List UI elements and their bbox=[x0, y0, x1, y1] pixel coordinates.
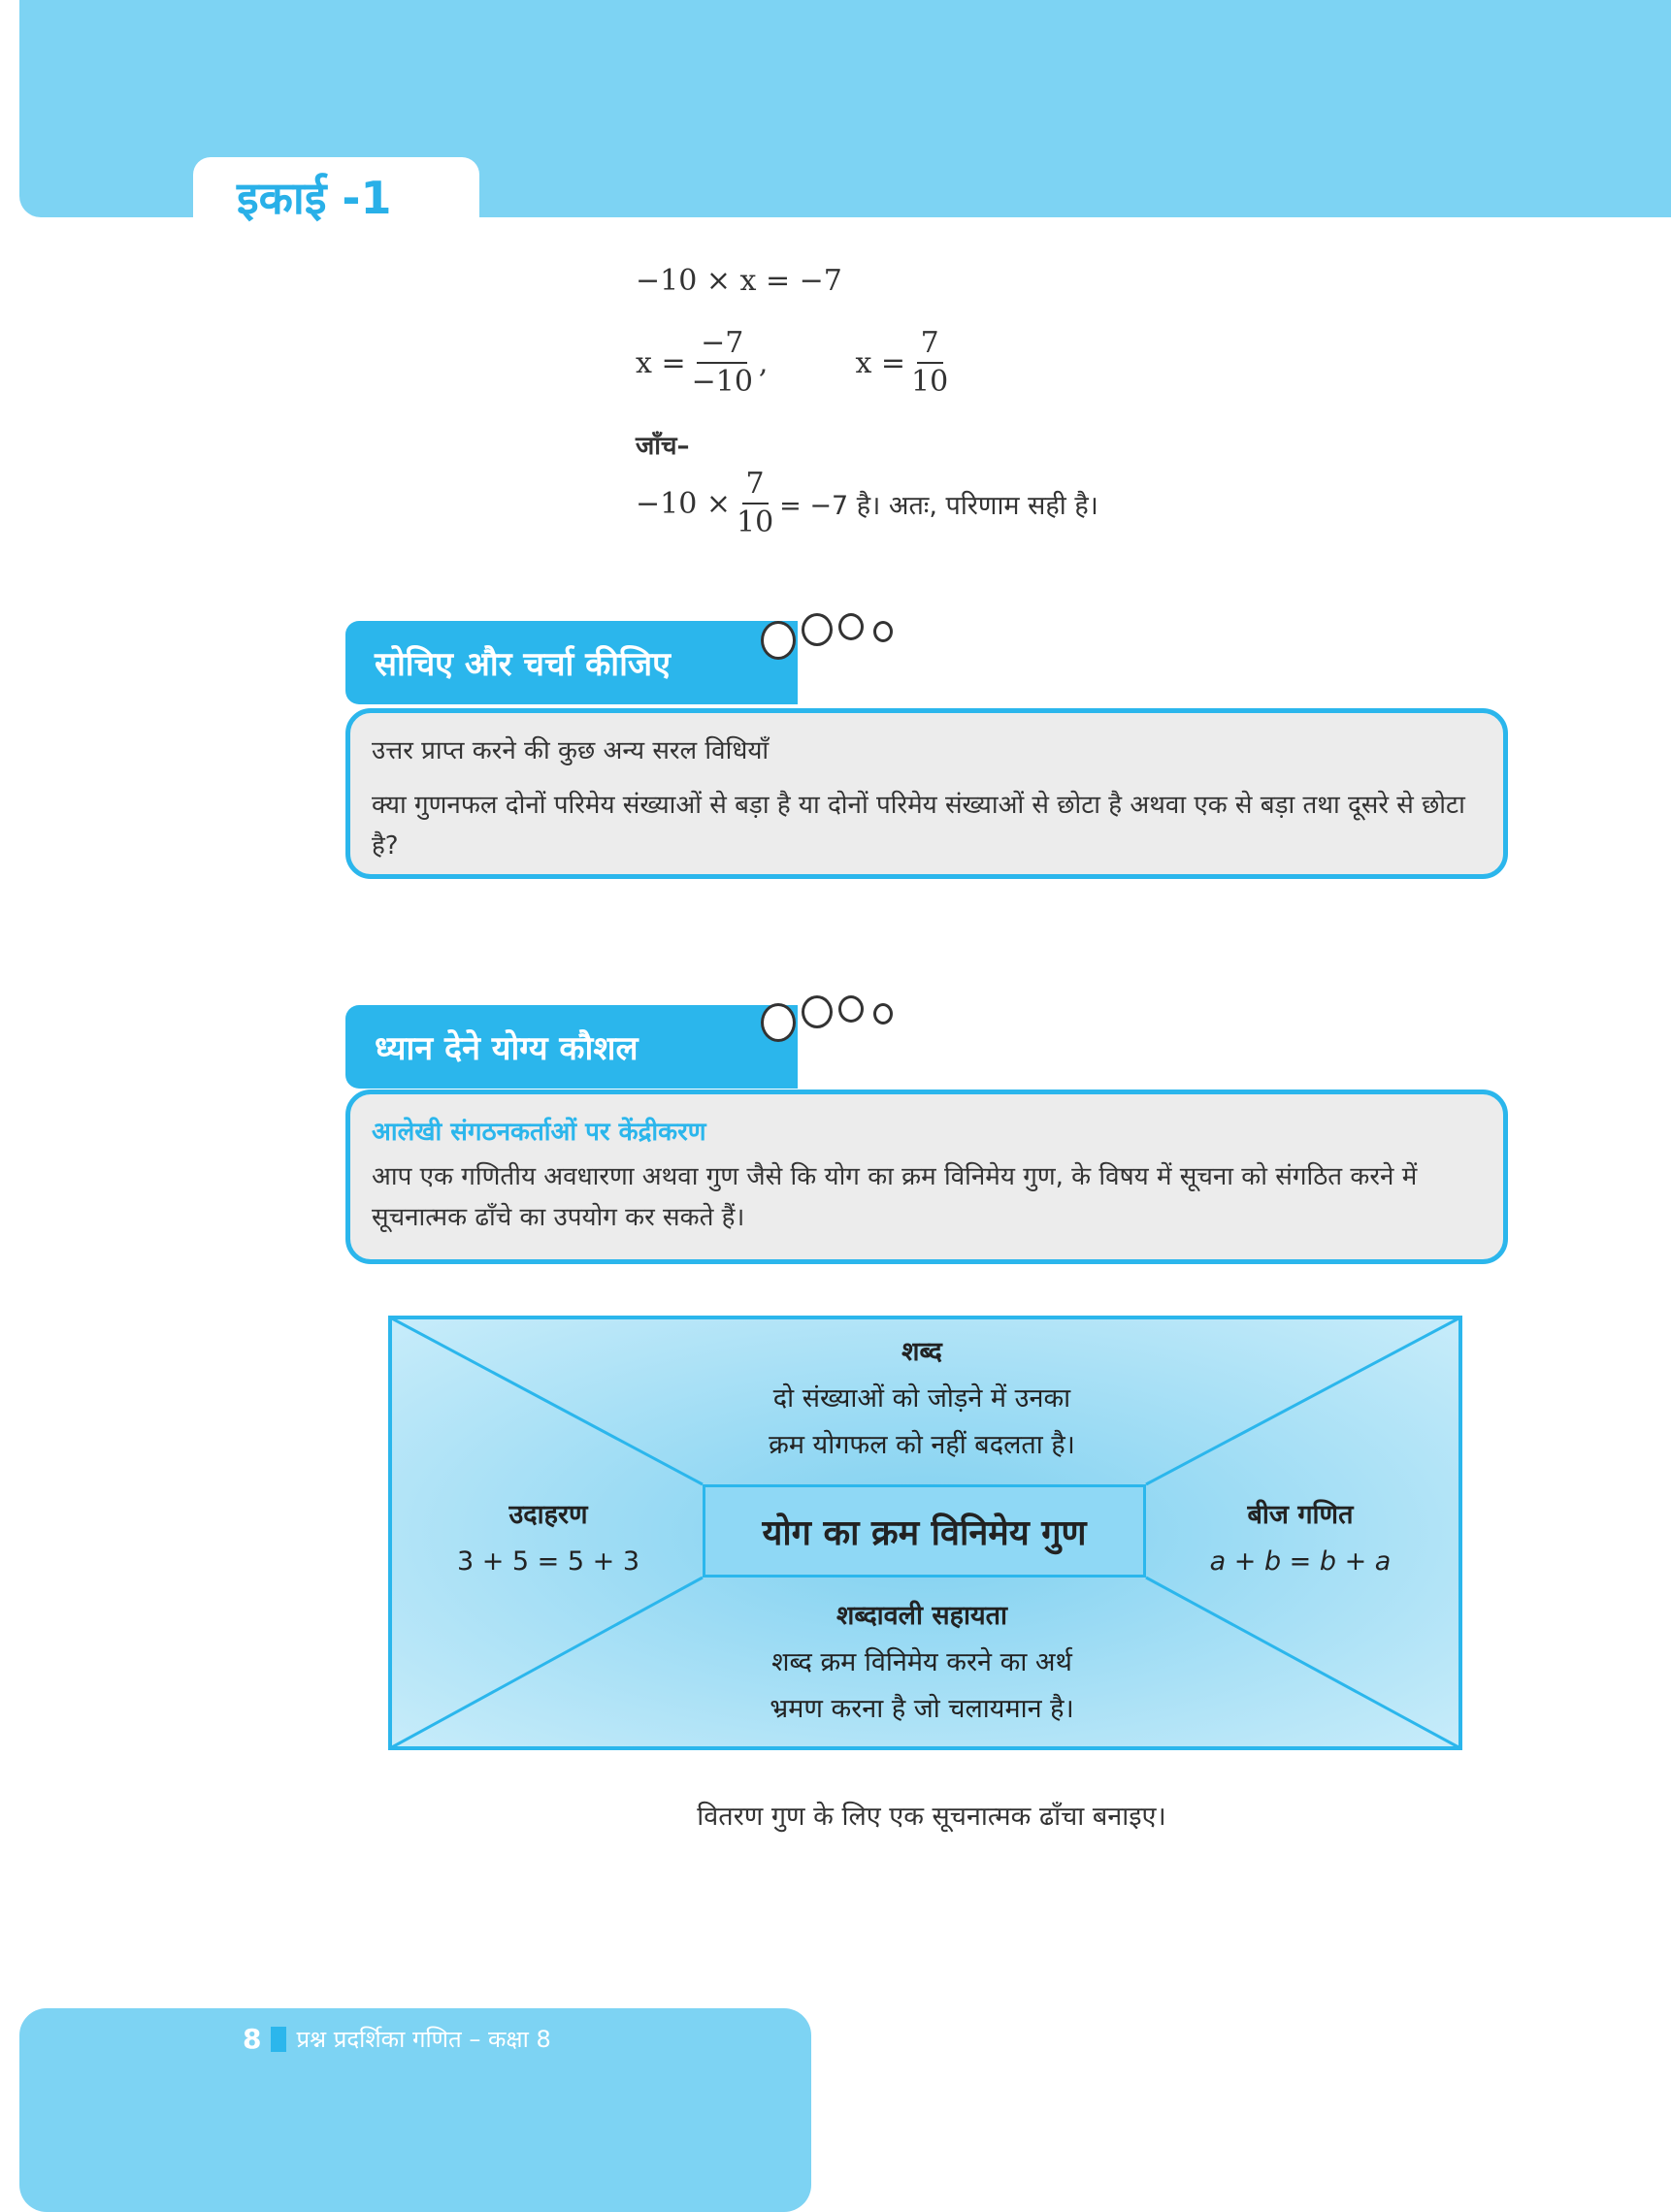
check-post: = −7 है। अतः, परिणाम सही है। bbox=[779, 490, 1098, 521]
think-line-1: उत्तर प्राप्त करने की कुछ अन्य सरल विधियाँ bbox=[372, 736, 770, 765]
think-discuss-box bbox=[345, 708, 1508, 879]
equation-lhs-2: x = bbox=[855, 345, 906, 380]
fraction bbox=[692, 325, 753, 401]
equation-lhs: x = bbox=[636, 345, 686, 380]
skill-heading: ध्यान देने योग्य कौशल bbox=[345, 1005, 798, 1089]
book-title: प्रश्न प्रदर्शिका गणित – कक्षा 8 bbox=[296, 2026, 551, 2053]
fraction bbox=[911, 325, 948, 401]
diagram-top bbox=[679, 1329, 1164, 1469]
check-pre: −10 × bbox=[636, 486, 731, 521]
diagram-center: योग का क्रम विनिमेय गुण bbox=[703, 1484, 1146, 1578]
denominator: 10 bbox=[736, 505, 774, 539]
left-title: उदाहरण bbox=[508, 1500, 588, 1530]
check-label: जाँच– bbox=[636, 432, 690, 461]
numerator: −7 bbox=[697, 325, 747, 364]
think-discuss-heading: सोचिए और चर्चा कीजिए bbox=[345, 621, 798, 704]
separator: , bbox=[758, 345, 769, 380]
diagram-right bbox=[1164, 1492, 1436, 1585]
skill-subheading: आलेखी संगठनकर्ताओं पर केंद्रीकरण bbox=[372, 1118, 706, 1147]
fraction bbox=[737, 466, 773, 541]
equation-line-2 bbox=[636, 325, 954, 401]
right-title: बीज गणित bbox=[1247, 1500, 1354, 1530]
diagram-bottom bbox=[679, 1593, 1164, 1733]
denominator: 10 bbox=[911, 365, 949, 399]
denominator: −10 bbox=[691, 365, 753, 399]
task-text: वितरण गुण के लिए एक सूचनात्मक ढाँचा बनाइए। bbox=[697, 1802, 1166, 1832]
bottom-line-1: शब्द क्रम विनिमेय करने का अर्थ bbox=[771, 1647, 1072, 1677]
equation-line-1: −10 × x = −7 bbox=[636, 264, 842, 298]
unit-title: इकाई -1 bbox=[237, 172, 392, 224]
top-line-1: दो संख्याओं को जोड़ने में उनका bbox=[772, 1383, 1071, 1414]
top-title: शब्द bbox=[901, 1337, 942, 1367]
top-line-2: क्रम योगफल को नहीं बदलता है। bbox=[769, 1430, 1075, 1460]
square-icon bbox=[271, 2027, 286, 2052]
numerator: 7 bbox=[742, 466, 769, 504]
skill-box bbox=[345, 1090, 1508, 1264]
bottom-title: शब्दावली सहायता bbox=[836, 1601, 1008, 1631]
right-body: a + b = b + a bbox=[1209, 1546, 1392, 1577]
check-line bbox=[636, 466, 1098, 541]
think-line-2: क्या गुणनफल दोनों परिमेय संख्याओं से बड़ा है या दोनों परिमेय संख्याओं से छोटा है अथवा एक से बड़ा तथा दूसरे से छोटा है? bbox=[372, 791, 1465, 861]
numerator: 7 bbox=[917, 325, 943, 364]
footer bbox=[243, 2023, 551, 2055]
bottom-line-2: भ्रमण करना है जो चलायमान है। bbox=[770, 1694, 1074, 1724]
left-body: 3 + 5 = 5 + 3 bbox=[456, 1546, 640, 1577]
page-number: 8 bbox=[243, 2023, 262, 2055]
skill-body: आप एक गणितीय अवधारणा अथवा गुण जैसे कि योग का क्रम विनिमेय गुण, के विषय में सूचना को संगठित करने में सूचनात्मक ढाँचे का उपयोग कर सकते हैं। bbox=[372, 1162, 1418, 1232]
diagram-left bbox=[417, 1492, 679, 1585]
